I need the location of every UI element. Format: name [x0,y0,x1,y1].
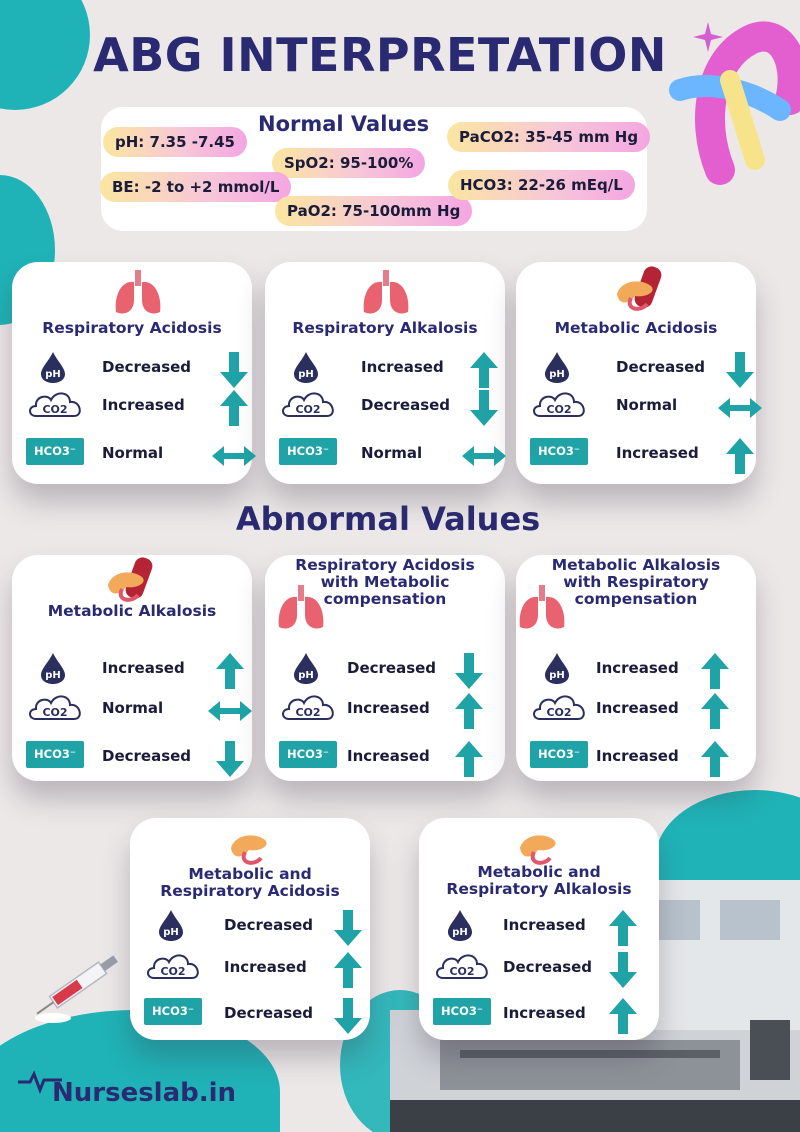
be-normal-pill: BE: -2 to +2 mmol/L [100,172,291,202]
co2-cloud-icon [144,950,204,982]
value-change-label: Increased [102,396,185,414]
value-change-label: Decreased [102,358,192,376]
ph-drop-icon [38,350,68,384]
logo-name: Nurseslab.in [52,1078,237,1108]
arrow-up-icon [691,651,739,695]
hco3-normal-pill: HCO3: 22-26 mEq/L [448,170,635,200]
co2-cloud-icon [26,388,86,420]
pancreas-blood-icon [102,555,162,609]
value-change-label: Increased [347,699,430,717]
card-title: Metabolic and Respiratory Alkalosis [446,863,632,898]
hco3-badge-icon: HCO3⁻ [530,438,588,465]
hco3-badge-icon: HCO3⁻ [530,741,588,768]
arrow-both-icon [206,691,254,735]
arrow-up-icon [599,908,647,952]
svg-text:CO2: CO2 [449,965,475,978]
arrow-up-icon [445,691,493,735]
svg-text:pH: pH [549,670,565,681]
abg-card [12,555,252,781]
ph-drop-icon [542,651,572,685]
abg-card [130,818,370,1040]
hco3-badge-icon: HCO3⁻ [279,438,337,465]
hco3-badge-icon: HCO3⁻ [26,741,84,768]
abg-card [12,262,252,484]
ph-drop-icon [445,908,475,942]
arrow-up-icon [210,388,258,432]
value-change-label: Increased [596,659,679,677]
arrow-down-icon [445,651,493,695]
card-title: Metabolic Alkalosis [47,602,217,620]
arrow-up-icon [324,950,372,994]
svg-text:pH: pH [298,369,314,380]
value-change-label: Increased [361,358,444,376]
value-change-label: Increased [596,699,679,717]
arrow-both-icon [210,436,258,480]
value-change-label: Increased [224,958,307,976]
svg-text:CO2: CO2 [295,706,321,719]
co2-cloud-icon [26,691,86,723]
arrow-up-icon [691,739,739,783]
arrow-up-icon [716,436,764,480]
svg-text:CO2: CO2 [42,403,68,416]
card-title: Respiratory Acidosis [42,319,222,337]
co2-cloud-icon [279,388,339,420]
co2-cloud-icon [530,388,590,420]
value-change-label: Normal [616,396,678,414]
abg-card [516,262,756,484]
value-change-label: Increased [503,916,586,934]
pao2-normal-pill: PaO2: 75-100mm Hg [275,196,472,226]
arrow-both-icon [716,388,764,432]
arrow-up-icon [445,739,493,783]
hco3-badge-icon: HCO3⁻ [26,438,84,465]
arrow-down-icon [324,908,372,952]
arrow-down-icon [599,950,647,994]
arrow-up-icon [691,691,739,735]
arrow-down-icon [206,739,254,783]
value-change-label: Normal [361,444,423,462]
logo-tagline: ONE STOP NURSING SOLUTIONS [54,1110,218,1120]
svg-text:pH: pH [549,369,565,380]
value-change-label: Decreased [224,1004,314,1022]
ph-drop-icon [38,651,68,685]
svg-text:pH: pH [163,927,179,938]
hco3-badge-icon: HCO3⁻ [433,998,491,1025]
page-title: ABG INTERPRETATION [93,28,667,82]
abg-card [265,555,505,781]
card-title: Respiratory Acidosis with Metabolic compensation [295,556,475,608]
arrow-both-icon [460,436,508,480]
svg-text:CO2: CO2 [42,706,68,719]
svg-text:CO2: CO2 [546,403,572,416]
card-title: Metabolic Acidosis [554,319,718,337]
spo2-normal-pill: SpO2: 95-100% [272,148,425,178]
co2-cloud-icon [279,691,339,723]
svg-text:pH: pH [45,369,61,380]
co2-cloud-icon [530,691,590,723]
svg-text:pH: pH [452,927,468,938]
ph-normal-pill: pH: 7.35 -7.45 [103,127,247,157]
ph-drop-icon [291,350,321,384]
lungs-icon [112,270,164,320]
value-change-label: Increased [503,1004,586,1022]
svg-text:pH: pH [298,670,314,681]
normal-values-heading: Normal Values [258,112,430,136]
value-change-label: Increased [347,747,430,765]
arrow-up-icon [206,651,254,695]
value-change-label: Normal [102,444,164,462]
svg-text:pH: pH [45,670,61,681]
pancreas-icon [225,818,285,872]
svg-text:CO2: CO2 [546,706,572,719]
value-change-label: Decreased [224,916,314,934]
abg-card [265,262,505,484]
ph-drop-icon [542,350,572,384]
lungs-icon [360,270,412,320]
abg-card [419,818,659,1040]
arrow-down-icon [460,388,508,432]
syringe-illustration [18,940,138,1030]
arrow-down-icon [324,996,372,1040]
value-change-label: Increased [616,444,699,462]
value-change-label: Decreased [361,396,451,414]
svg-text:CO2: CO2 [160,965,186,978]
ph-drop-icon [291,651,321,685]
ph-drop-icon [156,908,186,942]
hco3-badge-icon: HCO3⁻ [279,741,337,768]
card-title: Respiratory Alkalosis [292,319,478,337]
pancreas-blood-icon [611,264,671,318]
value-change-label: Normal [102,699,164,717]
paco2-normal-pill: PaCO2: 35-45 mm Hg [447,122,650,152]
card-title: Metabolic and Respiratory Acidosis [160,865,340,900]
co2-cloud-icon [433,950,493,982]
value-change-label: Increased [596,747,679,765]
value-change-label: Decreased [503,958,593,976]
abnormal-values-heading: Abnormal Values [235,500,541,538]
svg-text:CO2: CO2 [295,403,321,416]
card-title: Metabolic Alkalosis with Respiratory compensation [551,556,721,608]
value-change-label: Decreased [102,747,192,765]
hco3-badge-icon: HCO3⁻ [144,998,202,1025]
value-change-label: Decreased [616,358,706,376]
arrow-up-icon [599,996,647,1040]
abg-card [516,555,756,781]
value-change-label: Decreased [347,659,437,677]
value-change-label: Increased [102,659,185,677]
